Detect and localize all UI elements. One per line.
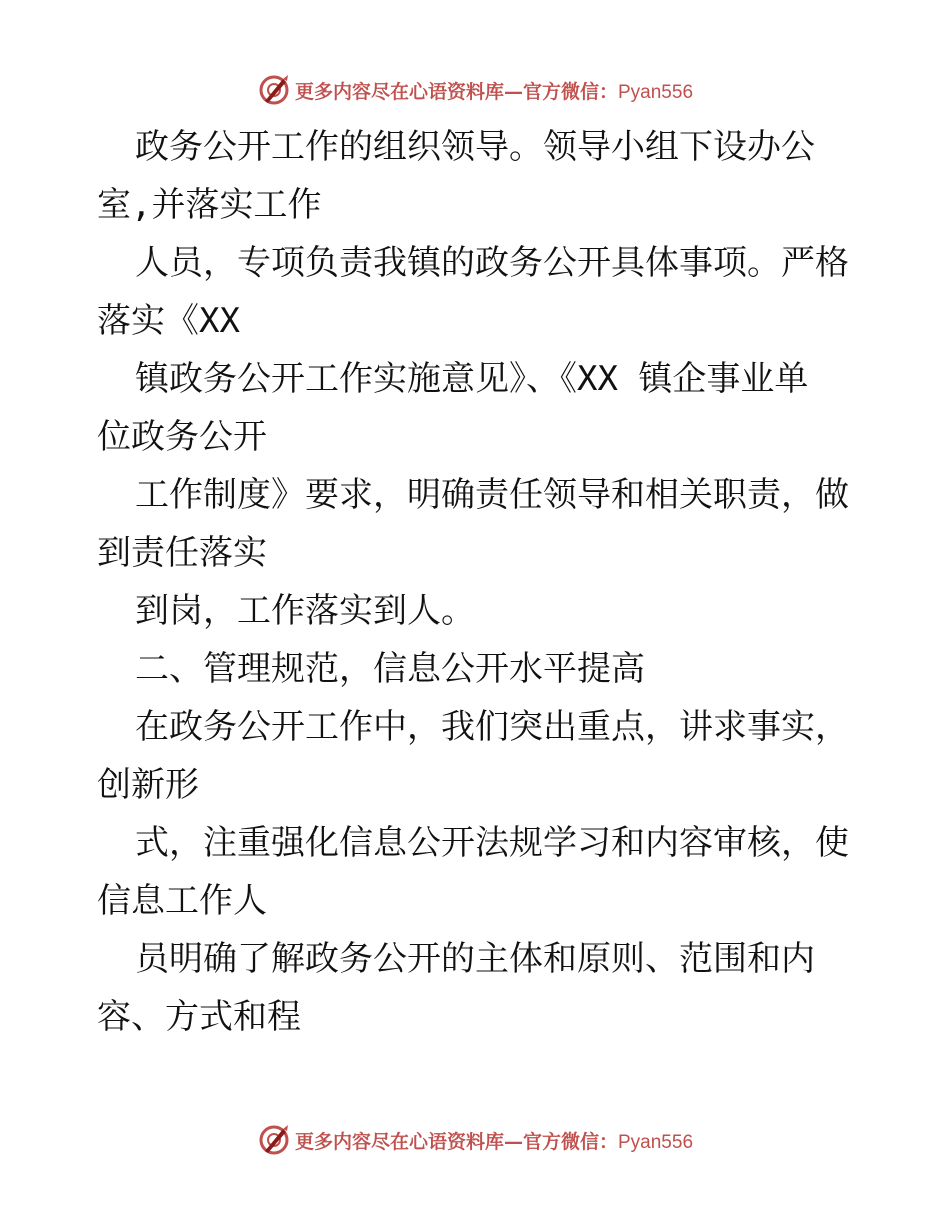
paragraph-line: 到岗，工作落实到人。 <box>135 591 475 631</box>
footer-banner <box>0 1120 950 1160</box>
header-banner <box>0 70 950 110</box>
paragraph-line: 落实《XX <box>97 301 240 341</box>
paragraph-line: 工作制度》要求，明确责任领导和相关职责，做 <box>135 475 849 515</box>
paragraph-line: 式，注重强化信息公开法规学习和内容审核，使 <box>135 823 849 863</box>
section-heading: 二、管理规范，信息公开水平提高 <box>135 649 645 689</box>
quill-logo-icon <box>257 1123 291 1157</box>
paragraph-line: 位政务公开 <box>97 417 267 457</box>
paragraph-line: 员明确了解政务公开的主体和原则、范围和内 <box>135 939 815 979</box>
paragraph-line: 政务公开工作的组织领导。领导小组下设办公 <box>135 127 815 167</box>
paragraph-line: 人员，专项负责我镇的政务公开具体事项。严格 <box>135 243 849 283</box>
wechat-handle: Pyan556 <box>618 81 694 103</box>
paragraph-line: 容、方式和程 <box>97 997 301 1037</box>
paragraph-line: 镇政务公开工作实施意见》、《XX 镇企事业单 <box>135 359 809 399</box>
quill-logo-icon <box>257 73 291 107</box>
banner-text <box>295 1127 693 1154</box>
paragraph-line: 信息工作人 <box>97 881 267 921</box>
paragraph-line: 室,并落实工作 <box>97 185 322 225</box>
banner-text <box>295 77 693 104</box>
wechat-handle: Pyan556 <box>618 1131 694 1153</box>
document-body <box>97 118 877 1046</box>
banner-slogan: 更多内容尽在心语资料库—官方微信： <box>294 80 618 103</box>
banner-slogan: 更多内容尽在心语资料库—官方微信： <box>294 1130 618 1153</box>
paragraph-line: 在政务公开工作中，我们突出重点，讲求事实， <box>135 707 849 747</box>
paragraph-line: 到责任落实 <box>97 533 267 573</box>
paragraph-line: 创新形 <box>97 765 199 805</box>
